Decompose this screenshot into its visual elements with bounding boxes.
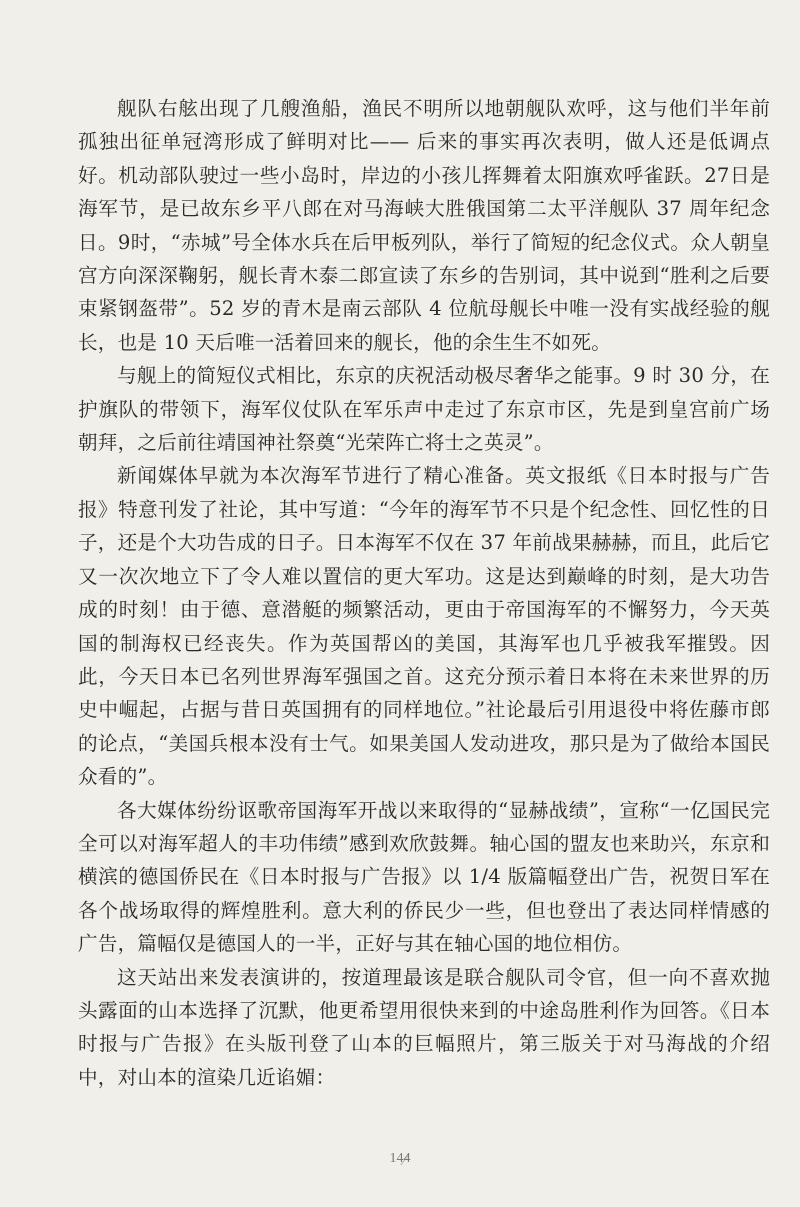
paragraph-1: 舰队右舷出现了几艘渔船，渔民不明所以地朝舰队欢呼，这与他们半年前孤独出征单冠湾形成了鲜明对比—— 后来的事实再次表明，做人还是低调点好。机动部队驶过一些小岛时，岸边的小孩儿挥舞着太阳旗欢呼雀跃。27日是海军节，是已故东乡平八郎在对马海峡大胜俄国第二太平洋舰队 37 周年纪念日。9时，“赤城”号全体水兵在后甲板列队，举行了简短的纪念仪式。众人朝皇宫方向深深鞠躬，舰长青木泰二郎宣读了东乡的告别词，其中说到“胜利之后要束紧钢盔带”。52 岁的青木是南云部队 4 位航母舰长中唯一没有实战经验的舰长，也是 10 天后唯一活着回来的舰长，他的余生生不如死。 — [78, 97, 770, 354]
paragraph-2: 与舰上的简短仪式相比，东京的庆祝活动极尽奢华之能事。9 时 30 分，在护旗队的带领下，海军仪仗队在军乐声中走过了东京市区，先是到皇宫前广场朝拜，之后前往靖国神社祭奠“光荣阵亡将士之英灵”。 — [78, 364, 770, 455]
page-number: 144 — [389, 1151, 411, 1166]
paragraph-4: 各大媒体纷纷讴歌帝国海军开战以来取得的“显赫战绩”，宣称“一亿国民完全可以对海军超人的丰功伟绩”感到欢欣鼓舞。轴心国的盟友也来助兴，东京和横滨的德国侨民在《日本时报与广告报》以 1/4 版篇幅登出广告，祝贺日军在各个战场取得的辉煌胜利。意大利的侨民少一些，但也登出了表达同样情感的广告，篇幅仅是德国人的一半，正好与其在轴心国的地位相仿。 — [78, 798, 770, 956]
paragraph-5: 这天站出来发表演讲的，按道理最该是联合舰队司令官，但一向不喜欢抛头露面的山本选择了沉默，他更希望用很快来到的中途岛胜利作为回答。《日本时报与广告报》在头版刊登了山本的巨幅照片，第三版关于对马海战的介绍中，对山本的渲染几近谄媚： — [78, 965, 770, 1089]
paragraph-3: 新闻媒体早就为本次海军节进行了精心准备。英文报纸《日本时报与广告报》特意刊发了社论，其中写道：“今年的海军节不只是个纪念性、回忆性的日子，还是个大功告成的日子。日本海军不仅在 37 年前战果赫赫，而且，此后它又一次次地立下了令人难以置信的更大军功。这是达到巅峰的时刻，是大功告成的时刻！由于德、意潜艇的频繁活动，更由于帝国海军的不懈努力，今天英国的制海权已经丧失。作为英国帮凶的美国，其海军也几乎被我军摧毁。因此，今天日本已名列世界海军强国之首。这充分预示着日本将在未来世界的历史中崛起，占据与昔日英国拥有的同样地位。”社论最后引用退役中将佐藤市郎的论点，“美国兵根本没有士气。如果美国人发动进攻，那只是为了做给本国民众看的”。 — [78, 464, 770, 789]
body-text — [78, 92, 770, 1094]
